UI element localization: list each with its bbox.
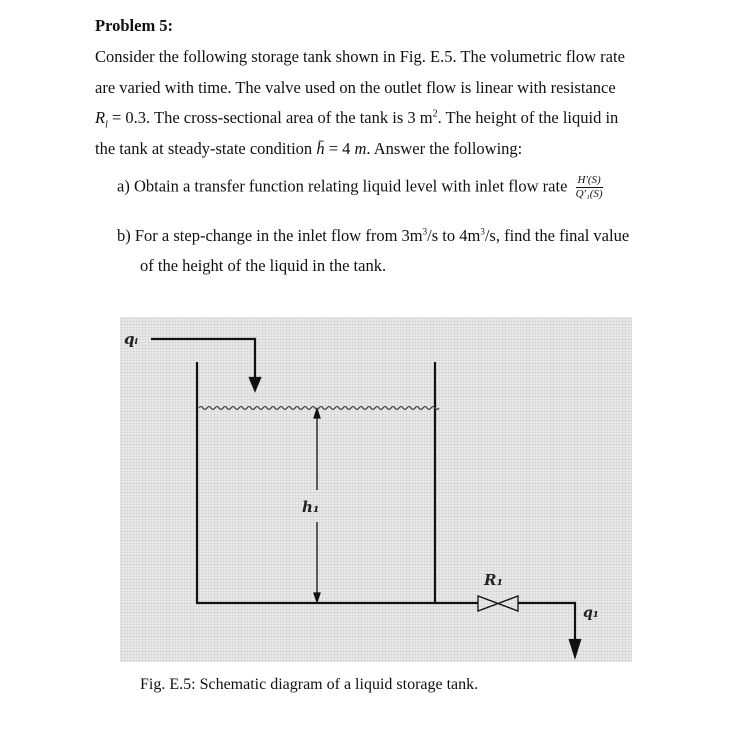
superscript: 3: [422, 226, 428, 237]
transfer-function-fraction: [576, 174, 603, 201]
label-qi: qᵢ: [124, 330, 139, 348]
label-R1: R₁: [484, 571, 504, 589]
outlet-pipe-2: [518, 603, 575, 650]
question-a: [117, 174, 603, 201]
question-b-line-2: of the height of the liquid in the tank.: [140, 256, 387, 275]
fraction-denominator: Q′₁(S): [575, 188, 603, 200]
arrow-down-icon: [314, 593, 320, 602]
para-line-4: [95, 139, 522, 159]
resistance-symbol: R: [95, 108, 106, 127]
para-line-2: are varied with time. The valve used on the outlet flow is linear with resistance: [95, 78, 616, 97]
unit-m: m: [354, 139, 367, 158]
label-q1: q₁: [583, 605, 599, 621]
liquid-surface: [199, 407, 439, 410]
arrow-up-icon: [314, 409, 320, 418]
text: b) For a step-change in the inlet flow from 3m: [117, 226, 423, 245]
tank-figure: [120, 317, 632, 662]
question-b-line-1: [117, 226, 629, 246]
text: = 4: [324, 139, 355, 158]
para-line-3: [95, 108, 618, 130]
superscript: 2: [432, 108, 438, 120]
outlet-arrow-icon: [570, 640, 580, 656]
figure-caption: Fig. E.5: Schematic diagram of a liquid storage tank.: [140, 676, 479, 693]
para-line-1: Consider the following storage tank shown in Fig. E.5. The volumetric flow rate: [95, 47, 625, 66]
problem-title: Problem 5:: [95, 16, 174, 35]
fraction-numerator: H′(S): [577, 174, 601, 186]
h-bar-symbol: h̄: [316, 139, 325, 158]
tank-walls: [197, 362, 435, 603]
text: . Answer the following:: [366, 139, 523, 158]
text: /s, find the final value: [484, 226, 630, 245]
text: . The height of the liquid in: [437, 108, 619, 127]
text: the tank at steady-state condition: [95, 139, 317, 158]
inlet-arrow-icon: [250, 378, 260, 390]
inlet-pipe: [151, 339, 255, 388]
superscript: 3: [480, 226, 485, 237]
text: /s to 4m: [427, 226, 481, 245]
tank-diagram: [120, 317, 632, 662]
label-h1: h₁: [302, 498, 320, 516]
text: = 0.3. The cross-sectional area of the tank is 3 m: [107, 108, 433, 127]
question-a-text: a) Obtain a transfer function relating liquid level with inlet flow rate: [117, 176, 568, 196]
resistance-subscript: l: [105, 119, 108, 131]
valve-icon: [478, 596, 518, 611]
